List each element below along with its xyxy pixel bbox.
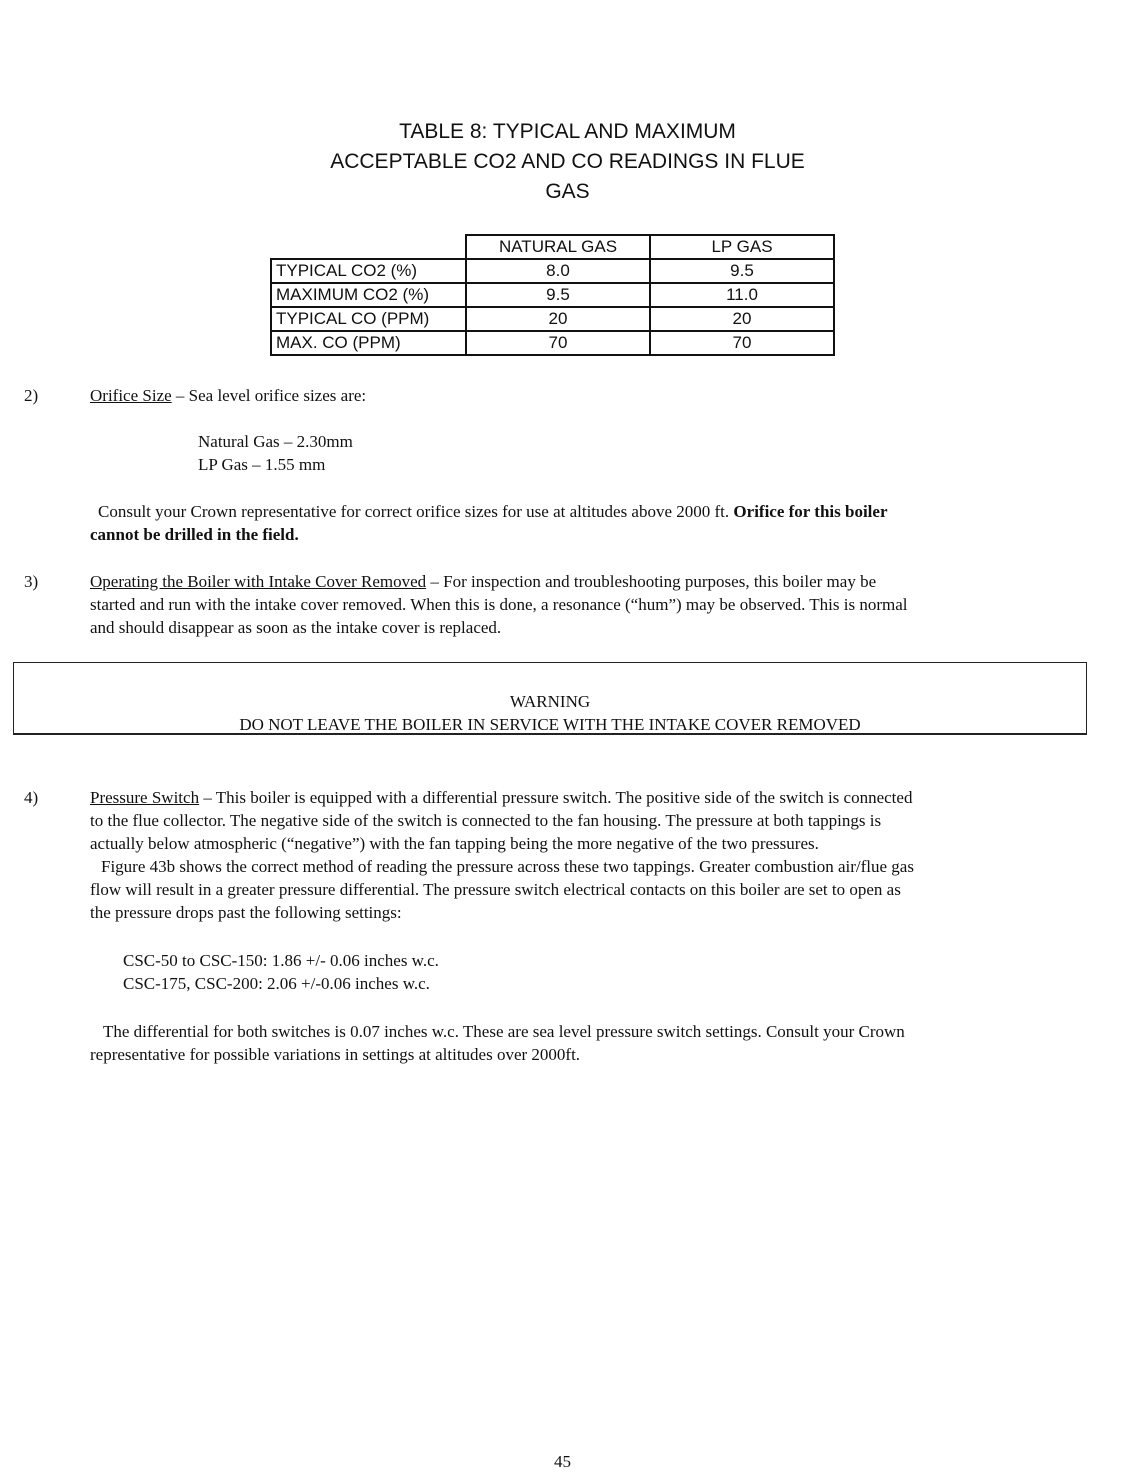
title-line-2: ACCEPTABLE CO2 AND CO READINGS IN FLUE xyxy=(330,150,805,173)
page-number xyxy=(0,1452,1145,1472)
co2-co-readings-table xyxy=(270,234,835,356)
consult-bold-1: Orifice for this boiler xyxy=(733,502,888,521)
lp-gas-value: 70 xyxy=(650,331,834,355)
item-4-paragraph xyxy=(90,786,1090,924)
item-4-number: 4) xyxy=(24,788,39,807)
item-3-line-2: started and run with the intake cover removed. When this is done, a resonance (“hum”) may be observed. This is normal xyxy=(90,595,908,614)
header-natural-gas: NATURAL GAS xyxy=(466,235,650,259)
table-row xyxy=(271,259,834,283)
warning-box xyxy=(13,662,1087,735)
item-4-line-4: Figure 43b shows the correct method of reading the pressure across these two tappings. Greater combustion air/flue gas xyxy=(101,857,914,876)
natural-gas-value: 20 xyxy=(466,307,650,331)
title-line-1: TABLE 8: TYPICAL AND MAXIMUM xyxy=(399,120,736,143)
table-corner xyxy=(271,235,466,259)
pressure-setting-2: CSC-175, CSC-200: 2.06 +/-0.06 inches w.c. xyxy=(123,974,430,993)
natural-gas-value: 70 xyxy=(466,331,650,355)
orifice-consult-paragraph xyxy=(90,500,1050,546)
orifice-size-text: – Sea level orifice sizes are: xyxy=(171,386,367,405)
table-header-row xyxy=(271,235,834,259)
warning-title: WARNING xyxy=(509,692,591,711)
header-lp-gas: LP GAS xyxy=(650,235,834,259)
item-3-line-3: and should disappear as soon as the intake cover is replaced. xyxy=(90,618,502,637)
consult-bold-2: cannot be drilled in the field. xyxy=(90,525,299,544)
row-label: MAX. CO (PPM) xyxy=(271,331,466,355)
operating-intake-heading: Operating the Boiler with Intake Cover Removed xyxy=(90,572,427,591)
item-2-heading-line xyxy=(90,384,366,407)
pressure-switch-heading: Pressure Switch xyxy=(90,788,200,807)
item-4-line-2: to the flue collector. The negative side of the switch is connected to the fan housing. The pressure at both tappings is xyxy=(90,811,882,830)
item-4-line-6: the pressure drops past the following settings: xyxy=(90,903,402,922)
natural-gas-value: 9.5 xyxy=(466,283,650,307)
row-label: TYPICAL CO (PPM) xyxy=(271,307,466,331)
item-3-line-1: – For inspection and troubleshooting purposes, this boiler may be xyxy=(426,572,877,591)
table-title xyxy=(0,117,1145,207)
table-row xyxy=(271,307,834,331)
table-row xyxy=(271,283,834,307)
warning-text: DO NOT LEAVE THE BOILER IN SERVICE WITH THE INTAKE COVER REMOVED xyxy=(239,715,861,734)
row-label: TYPICAL CO2 (%) xyxy=(271,259,466,283)
title-line-3: GAS xyxy=(545,180,590,203)
item-2-number: 2) xyxy=(24,386,39,405)
natural-gas-value: 8.0 xyxy=(466,259,650,283)
consult-text: Consult your Crown representative for correct orifice sizes for use at altitudes above 2000 ft. xyxy=(98,502,734,521)
table-row xyxy=(271,331,834,355)
lp-gas-value: 9.5 xyxy=(650,259,834,283)
lp-gas-value: 11.0 xyxy=(650,283,834,307)
item-4-line-1: – This boiler is equipped with a differential pressure switch. The positive side of the switch is connected xyxy=(199,788,913,807)
orifice-lp-gas: LP Gas – 1.55 mm xyxy=(198,455,326,474)
pressure-setting-1: CSC-50 to CSC-150: 1.86 +/- 0.06 inches w.c. xyxy=(123,951,439,970)
differential-paragraph xyxy=(90,1020,1090,1066)
orifice-natural-gas: Natural Gas – 2.30mm xyxy=(198,432,353,451)
lp-gas-value: 20 xyxy=(650,307,834,331)
item-3-number: 3) xyxy=(24,572,39,591)
item-4-line-3: actually below atmospheric (“negative”) with the fan tapping being the more negative of the two pressures. xyxy=(90,834,819,853)
page-number-text: 45 xyxy=(554,1452,571,1471)
item-3-paragraph xyxy=(90,570,1070,639)
orifice-size-heading: Orifice Size xyxy=(90,386,172,405)
item-4-line-5: flow will result in a greater pressure differential. The pressure switch electrical contacts on this boiler are set to open as xyxy=(90,880,901,899)
row-label: MAXIMUM CO2 (%) xyxy=(271,283,466,307)
differential-line-1: The differential for both switches is 0.07 inches w.c. These are sea level pressure switch settings. Consult your Crown xyxy=(103,1022,905,1041)
differential-line-2: representative for possible variations in settings at altitudes over 2000ft. xyxy=(90,1045,581,1064)
